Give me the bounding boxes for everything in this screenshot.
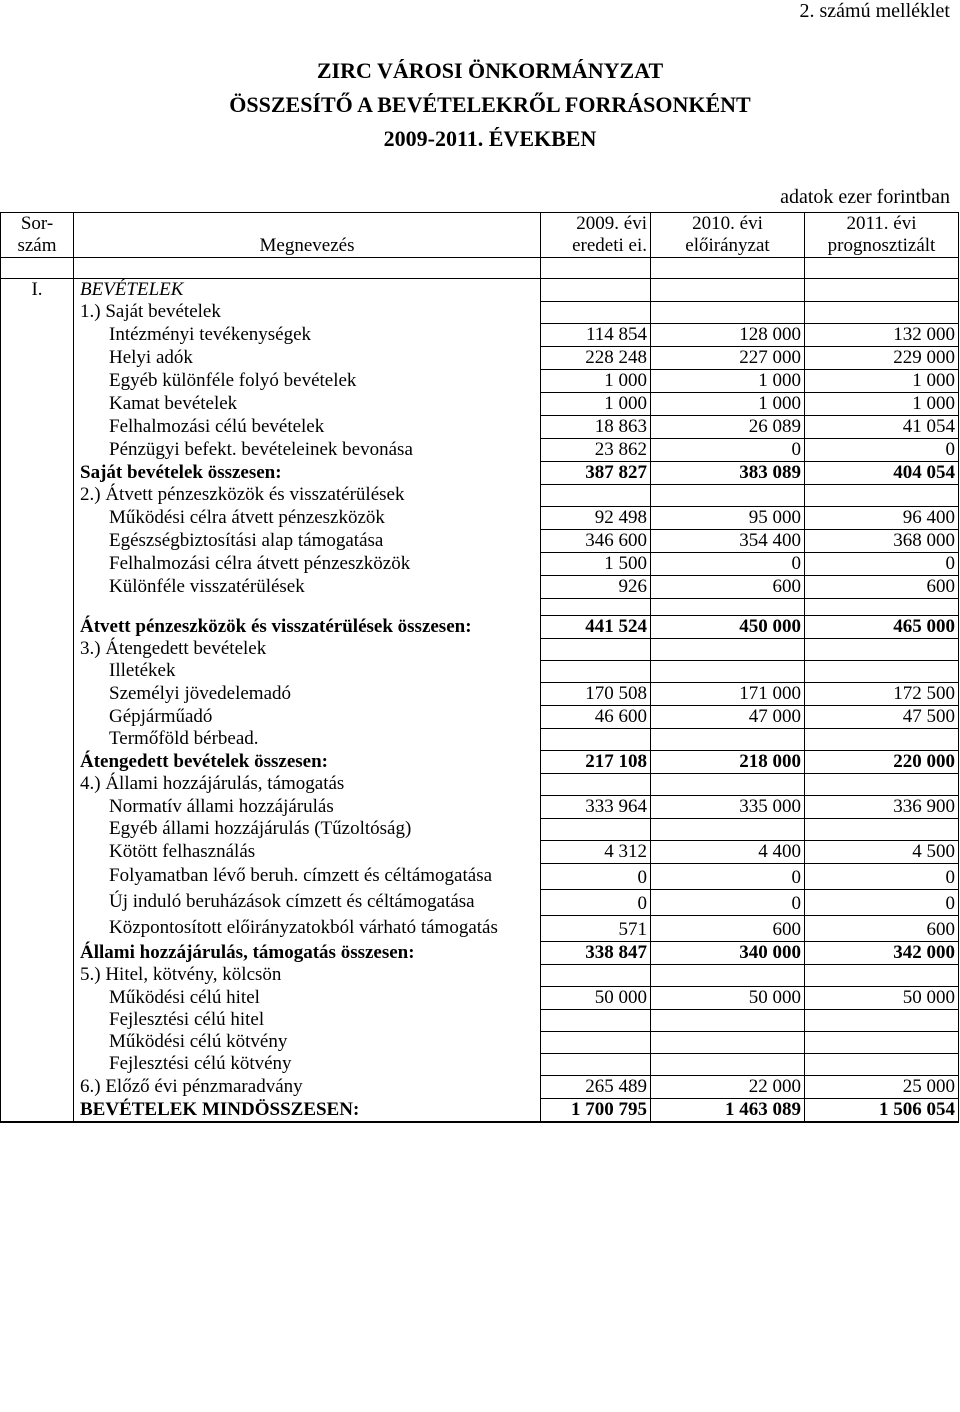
row-value-v2010: 0 <box>651 889 805 915</box>
header-2010: 2010. évi előirányzat <box>651 213 805 258</box>
row-label: Felhalmozási célú bevételek <box>74 415 541 438</box>
row-value-v2009: 1 700 795 <box>541 1098 651 1122</box>
revenue-table <box>0 212 959 1123</box>
row-value-v2010: 0 <box>651 552 805 575</box>
row-value-v2009: 1 000 <box>541 392 651 415</box>
row-value-v2009: 338 847 <box>541 941 651 964</box>
row-value-v2011 <box>805 818 959 840</box>
row-value-v2011: 41 054 <box>805 415 959 438</box>
row-value-v2010 <box>651 638 805 660</box>
row-label: Állami hozzájárulás, támogatás összesen: <box>74 941 541 964</box>
row-value-v2009 <box>541 1031 651 1053</box>
table-row <box>1 392 959 415</box>
row-value-v2010: 50 000 <box>651 986 805 1009</box>
table-row <box>1 840 959 863</box>
table-row <box>1 506 959 529</box>
row-label: Egyéb különféle folyó bevételek <box>74 369 541 392</box>
row-value-v2010 <box>651 728 805 750</box>
row-label: Intézményi tevékenységek <box>74 323 541 346</box>
row-value-v2011: 96 400 <box>805 506 959 529</box>
row-value-v2009 <box>541 964 651 986</box>
row-value-v2010 <box>651 818 805 840</box>
row-label: Kamat bevételek <box>74 392 541 415</box>
title-line-1: ZIRC VÁROSI ÖNKORMÁNYZAT <box>316 58 664 83</box>
row-value-v2009 <box>541 1009 651 1031</box>
table-row <box>1 773 959 795</box>
row-value-v2009: 0 <box>541 863 651 889</box>
table-row <box>1 415 959 438</box>
row-value-v2010 <box>651 1053 805 1075</box>
row-value-v2010: 383 089 <box>651 461 805 484</box>
row-label: Fejlesztési célú kötvény <box>74 1053 541 1075</box>
row-value-v2011: 25 000 <box>805 1075 959 1098</box>
row-value-v2011: 368 000 <box>805 529 959 552</box>
row-value-v2010 <box>651 1009 805 1031</box>
header-name: Megnevezés <box>74 213 541 258</box>
row-label: Termőföld bérbead. <box>74 728 541 750</box>
row-label: Működési célú kötvény <box>74 1031 541 1053</box>
row-label: 1.) Saját bevételek <box>74 301 541 323</box>
row-value-v2011: 172 500 <box>805 682 959 705</box>
row-value-v2009 <box>541 660 651 682</box>
row-label: Átengedett bevételek összesen: <box>74 750 541 773</box>
table-row <box>1 795 959 818</box>
table-header <box>1 213 959 258</box>
row-value-v2009: 1 000 <box>541 369 651 392</box>
row-label: Egyéb állami hozzájárulás (Tűzoltóság) <box>74 818 541 840</box>
row-value-v2010: 47 000 <box>651 705 805 728</box>
row-label: Átvett pénzeszközök és visszatérülések összesen: <box>74 615 541 638</box>
row-value-v2009: 18 863 <box>541 415 651 438</box>
table-row <box>1 638 959 660</box>
table-row <box>1 728 959 750</box>
title-line-2: ÖSSZESÍTŐ A BEVÉTELEKRŐL FORRÁSONKÉNT <box>229 92 751 117</box>
row-value-v2011 <box>805 638 959 660</box>
row-label: Különféle visszatérülések <box>74 575 541 598</box>
row-value-v2010 <box>651 964 805 986</box>
row-value-v2011: 0 <box>805 889 959 915</box>
row-value-v2011 <box>805 1031 959 1053</box>
row-value-v2010: 1 463 089 <box>651 1098 805 1122</box>
row-value-v2011: 342 000 <box>805 941 959 964</box>
table-row <box>1 552 959 575</box>
row-value-v2009 <box>541 484 651 506</box>
row-value-v2011: 132 000 <box>805 323 959 346</box>
row-label: Új induló beruházások címzett és céltámogatása <box>74 889 541 915</box>
row-value-v2009 <box>541 728 651 750</box>
row-value-v2010 <box>651 1031 805 1053</box>
row-value-v2010: 335 000 <box>651 795 805 818</box>
row-value-v2011: 0 <box>805 863 959 889</box>
row-label: Illetékek <box>74 660 541 682</box>
row-value-v2010 <box>651 301 805 323</box>
row-value-v2011 <box>805 728 959 750</box>
row-label: Pénzügyi befekt. bevételeinek bevonása <box>74 438 541 461</box>
row-value-v2010: 0 <box>651 438 805 461</box>
row-value-v2010: 354 400 <box>651 529 805 552</box>
row-value-v2011: 4 500 <box>805 840 959 863</box>
unit-note: adatok ezer forintban <box>780 186 950 208</box>
row-label: Kötött felhasználás <box>74 840 541 863</box>
row-value-v2009: 217 108 <box>541 750 651 773</box>
row-value-v2010: 218 000 <box>651 750 805 773</box>
header-2009: 2009. évi eredeti ei. <box>541 213 651 258</box>
row-label: Fejlesztési célú hitel <box>74 1009 541 1031</box>
row-value-v2010: 26 089 <box>651 415 805 438</box>
row-value-v2011 <box>805 964 959 986</box>
row-label: 3.) Átengedett bevételek <box>74 638 541 660</box>
table-row <box>1 1009 959 1031</box>
row-value-v2009: 441 524 <box>541 615 651 638</box>
row-value-v2011 <box>805 773 959 795</box>
row-value-v2009: 926 <box>541 575 651 598</box>
row-value-v2009: 228 248 <box>541 346 651 369</box>
row-value-v2009: 114 854 <box>541 323 651 346</box>
row-value-v2010: 1 000 <box>651 392 805 415</box>
row-value-v2010: 1 000 <box>651 369 805 392</box>
row-value-v2009 <box>541 773 651 795</box>
subtotal-row <box>1 750 959 773</box>
subtotal-row <box>1 941 959 964</box>
row-value-v2011 <box>805 301 959 323</box>
annex-label: 2. számú melléklet <box>799 0 950 22</box>
row-value-v2011: 404 054 <box>805 461 959 484</box>
row-label: Működési célra átvett pénzeszközök <box>74 506 541 529</box>
grand-total-row <box>1 1098 959 1122</box>
row-value-v2011: 220 000 <box>805 750 959 773</box>
row-label: 6.) Előző évi pénzmaradvány <box>74 1075 541 1098</box>
header-gap <box>1 258 959 279</box>
row-value-v2010: 128 000 <box>651 323 805 346</box>
table-row <box>1 438 959 461</box>
table-row <box>1 964 959 986</box>
row-label: Egészségbiztosítási alap támogatása <box>74 529 541 552</box>
row-label: 5.) Hitel, kötvény, kölcsön <box>74 964 541 986</box>
row-label: Helyi adók <box>74 346 541 369</box>
row-value-v2009: 46 600 <box>541 705 651 728</box>
row-value-v2009: 571 <box>541 915 651 941</box>
row-value-v2011 <box>805 660 959 682</box>
table-row <box>1 346 959 369</box>
row-value-v2011: 47 500 <box>805 705 959 728</box>
row-value-v2010: 0 <box>651 863 805 889</box>
row-value-v2011: 0 <box>805 552 959 575</box>
row-value-v2010: 4 400 <box>651 840 805 863</box>
row-value-v2009: 265 489 <box>541 1075 651 1098</box>
row-value-v2011: 1 000 <box>805 392 959 415</box>
section-row <box>1 279 959 302</box>
spacer-row <box>1 598 959 615</box>
row-value-v2009 <box>541 1053 651 1075</box>
row-value-v2010 <box>651 484 805 506</box>
row-value-v2011: 336 900 <box>805 795 959 818</box>
table-row <box>1 889 959 915</box>
table-row <box>1 1075 959 1098</box>
row-label: Gépjárműadó <box>74 705 541 728</box>
table-row <box>1 484 959 506</box>
row-value-v2011: 50 000 <box>805 986 959 1009</box>
title-line-3: 2009-2011. ÉVEKBEN <box>383 126 597 151</box>
row-value-v2010 <box>651 660 805 682</box>
row-value-v2009: 0 <box>541 889 651 915</box>
table-row <box>1 575 959 598</box>
header-2011: 2011. évi prognosztizált <box>805 213 959 258</box>
section-number: I. <box>1 279 74 302</box>
table-row <box>1 818 959 840</box>
subtotal-row <box>1 615 959 638</box>
row-value-v2010: 340 000 <box>651 941 805 964</box>
table-row <box>1 1053 959 1075</box>
row-label: Saját bevételek összesen: <box>74 461 541 484</box>
row-value-v2010: 600 <box>651 915 805 941</box>
section-label: BEVÉTELEK <box>74 279 541 302</box>
table-row <box>1 915 959 941</box>
table-row <box>1 369 959 392</box>
row-value-v2009: 333 964 <box>541 795 651 818</box>
table-row <box>1 986 959 1009</box>
row-label: BEVÉTELEK MINDÖSSZESEN: <box>74 1098 541 1122</box>
row-label: Személyi jövedelemadó <box>74 682 541 705</box>
row-value-v2009: 92 498 <box>541 506 651 529</box>
row-value-v2009: 387 827 <box>541 461 651 484</box>
table-row <box>1 1031 959 1053</box>
row-value-v2010: 171 000 <box>651 682 805 705</box>
row-value-v2010: 450 000 <box>651 615 805 638</box>
row-value-v2010: 22 000 <box>651 1075 805 1098</box>
header-row-number: Sor- szám <box>1 213 74 258</box>
row-value-v2011: 600 <box>805 915 959 941</box>
row-value-v2009 <box>541 638 651 660</box>
row-label: Normatív állami hozzájárulás <box>74 795 541 818</box>
row-value-v2010: 95 000 <box>651 506 805 529</box>
row-value-v2011 <box>805 1009 959 1031</box>
table-row <box>1 529 959 552</box>
row-label: 2.) Átvett pénzeszközök és visszatérülések <box>74 484 541 506</box>
table-row <box>1 323 959 346</box>
row-value-v2011: 465 000 <box>805 615 959 638</box>
subtotal-row <box>1 461 959 484</box>
row-value-v2011 <box>805 1053 959 1075</box>
row-value-v2011: 229 000 <box>805 346 959 369</box>
row-label: Felhalmozási célra átvett pénzeszközök <box>74 552 541 575</box>
row-value-v2009: 170 508 <box>541 682 651 705</box>
row-label: Központosított előirányzatokból várható támogatás <box>74 915 541 941</box>
row-label: 4.) Állami hozzájárulás, támogatás <box>74 773 541 795</box>
row-value-v2009: 50 000 <box>541 986 651 1009</box>
table-row <box>1 660 959 682</box>
row-value-v2011: 1 506 054 <box>805 1098 959 1122</box>
row-value-v2009 <box>541 818 651 840</box>
row-value-v2011: 0 <box>805 438 959 461</box>
row-value-v2009: 346 600 <box>541 529 651 552</box>
row-value-v2011: 600 <box>805 575 959 598</box>
row-value-v2009: 4 312 <box>541 840 651 863</box>
row-label: Működési célú hitel <box>74 986 541 1009</box>
table-row <box>1 863 959 889</box>
row-value-v2010 <box>651 773 805 795</box>
table-row <box>1 705 959 728</box>
table-row <box>1 301 959 323</box>
row-value-v2009 <box>541 301 651 323</box>
row-label: Folyamatban lévő beruh. címzett és céltámogatása <box>74 863 541 889</box>
row-value-v2010: 600 <box>651 575 805 598</box>
row-value-v2011 <box>805 484 959 506</box>
row-value-v2011: 1 000 <box>805 369 959 392</box>
row-value-v2010: 227 000 <box>651 346 805 369</box>
table-row <box>1 682 959 705</box>
row-value-v2009: 1 500 <box>541 552 651 575</box>
row-value-v2009: 23 862 <box>541 438 651 461</box>
